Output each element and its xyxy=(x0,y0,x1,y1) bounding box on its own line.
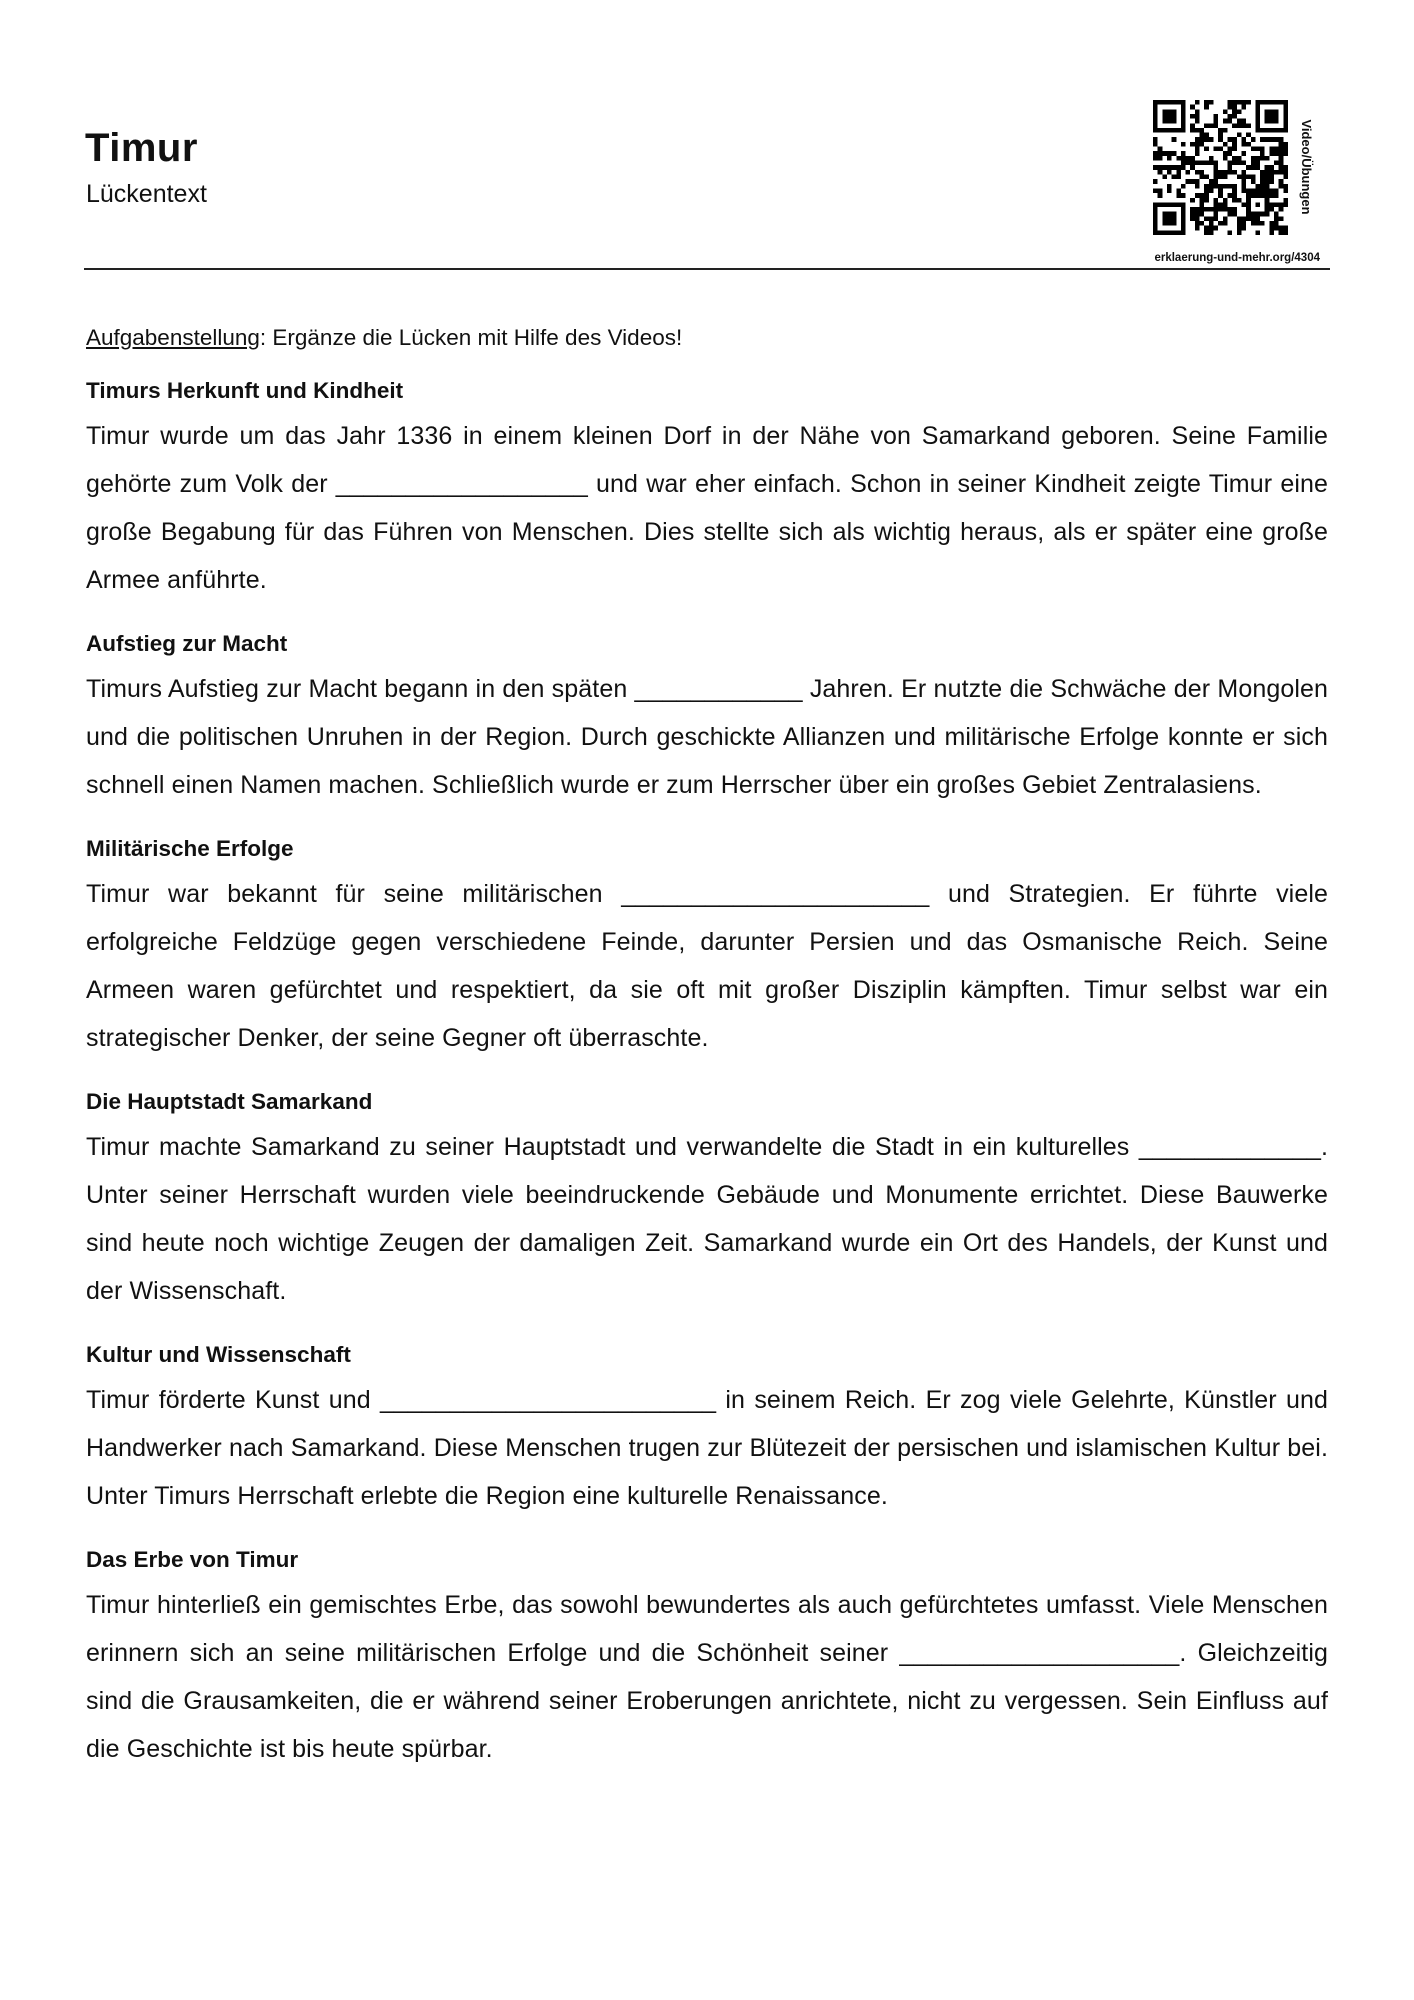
section-text: Timur wurde um das Jahr 1336 in einem kleinen Dorf in der Nähe von Samarkand geboren. Seine Familie gehörte zum Volk der __________________ und war eher einfach. Schon in seiner Kindheit zeigte Timur eine große Begabung für das Führen von Menschen. Dies stellte sich als wichtig heraus, als er später eine große Armee anführte. xyxy=(86,422,1328,594)
section-text: Timurs Aufstieg zur Macht begann in den späten ____________ Jahren. Er nutzte die Schwäche der Mongolen und die politischen Unruhen in der Region. Durch geschickte Allianzen und militärische Erfolge konnte er sich schnell einen Namen machen. Schließlich wurde er zum Herrscher über ein großes Gebiet Zentralasiens. xyxy=(86,675,1328,799)
task-instruction xyxy=(86,320,1328,356)
qr-code xyxy=(1153,100,1288,235)
section-heading: Das Erbe von Timur xyxy=(86,1547,299,1572)
header-divider xyxy=(84,268,1330,270)
section-capital-samarkand xyxy=(86,1081,1328,1315)
section-legacy xyxy=(86,1539,1328,1773)
section-heading: Timurs Herkunft und Kindheit xyxy=(86,378,404,403)
section-heading: Kultur und Wissenschaft xyxy=(86,1342,351,1367)
video-exercises-label: Video/Übungen xyxy=(1299,119,1314,215)
section-heading: Die Hauptstadt Samarkand xyxy=(86,1089,373,1114)
section-text: Timur machte Samarkand zu seiner Hauptstadt und verwandelte die Stadt in ein kulturelles _____________. Unter seiner Herrschaft wurden viele beeindruckende Gebäude und Monumente errichtet. Diese Bauwerke sind heute noch wichtige Zeugen der damaligen Zeit. Samarkand wurde ein Ort des Handels, der Kunst und der Wissenschaft. xyxy=(86,1133,1328,1305)
task-label: Aufgabenstellung xyxy=(86,325,260,350)
source-url: erklaerung-und-mehr.org/4304 xyxy=(1154,252,1320,264)
section-text: Timur war bekannt für seine militärischen ______________________ und Strategien. Er führte viele erfolgreiche Feldzüge gegen verschiedene Feinde, darunter Persien und das Osmanische Reich. Seine Armeen waren gefürchtet und respektiert, da sie oft mit großer Disziplin kämpften. Timur selbst war ein strategischer Denker, der seine Gegner oft überraschte. xyxy=(86,880,1328,1052)
section-culture-science xyxy=(86,1334,1328,1520)
task-text: : Ergänze die Lücken mit Hilfe des Videos! xyxy=(259,325,683,350)
section-text: Timur förderte Kunst und ________________________ in seinem Reich. Er zog viele Gelehrte, Künstler und Handwerker nach Samarkand. Diese Menschen trugen zur Blütezeit der persischen und islamischen Kultur bei. Unter Timurs Herrschaft erlebte die Region eine kulturelle Renaissance. xyxy=(86,1386,1328,1510)
document-title: Timur xyxy=(85,126,198,170)
section-heading: Militärische Erfolge xyxy=(86,836,294,861)
worksheet-content xyxy=(86,320,1328,1792)
document-subtitle: Lückentext xyxy=(86,180,207,208)
section-military-success xyxy=(86,828,1328,1062)
section-rise-to-power xyxy=(86,623,1328,809)
section-origin xyxy=(86,370,1328,604)
section-text: Timur hinterließ ein gemischtes Erbe, das sowohl bewundertes als auch gefürchtetes umfasst. Viele Menschen erinnern sich an seine militärischen Erfolge und die Schönheit seiner ____________________. Gleichzeitig sind die Grausamkeiten, die er während seiner Eroberungen anrichtete, nicht zu vergessen. Sein Einfluss auf die Geschichte ist bis heute spürbar. xyxy=(86,1591,1328,1763)
section-heading: Aufstieg zur Macht xyxy=(86,631,288,656)
